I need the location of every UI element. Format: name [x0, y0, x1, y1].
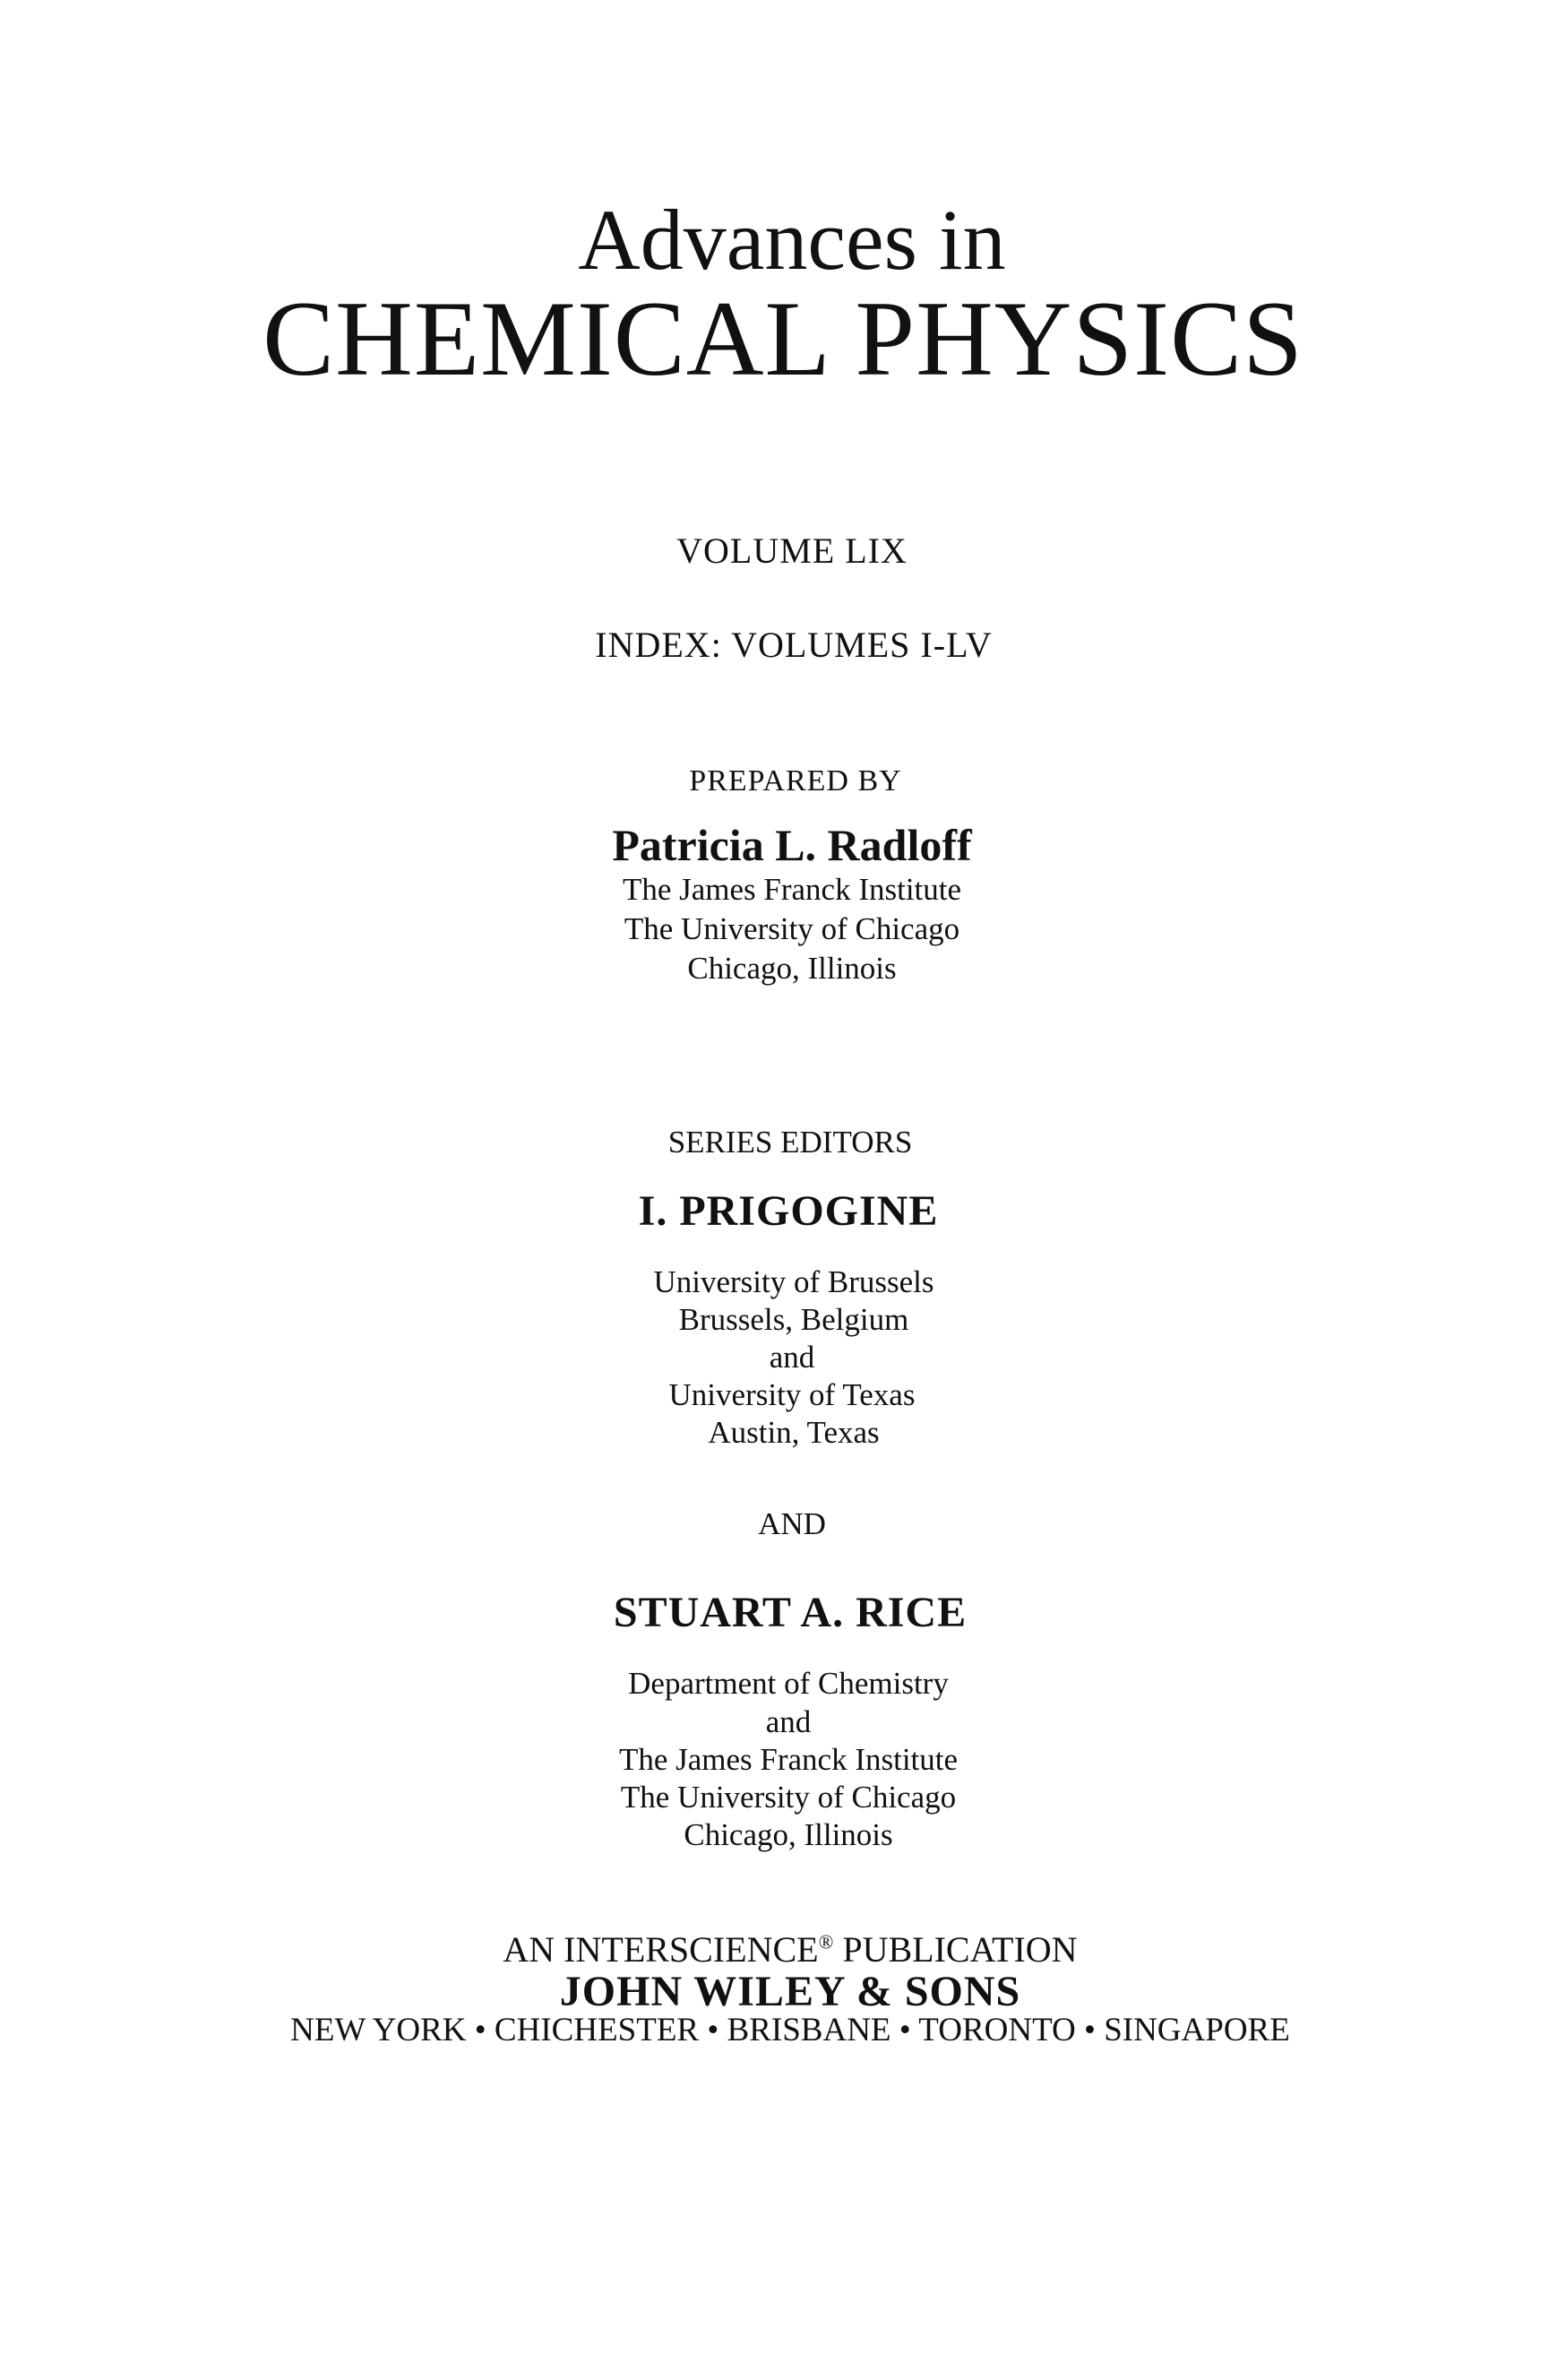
- prepared-by-label: PREPARED BY: [689, 764, 902, 798]
- series-title-line-2: CHEMICAL PHYSICS: [262, 279, 1304, 398]
- series-title-line-1: Advances in: [578, 192, 1006, 288]
- registered-mark: ®: [818, 1930, 834, 1953]
- preparer-affiliation-line: The James Franck Institute: [622, 872, 962, 907]
- publisher-cities: NEW YORK • CHICHESTER • BRISBANE • TORONTO • SINGAPORE: [290, 2012, 1290, 2048]
- editor1-affiliation-line: Brussels, Belgium: [678, 1302, 909, 1337]
- preparer-name: Patricia L. Radloff: [612, 820, 972, 870]
- imprint-line: [7, 1929, 1566, 1970]
- editor2-affiliation-line: Department of Chemistry: [628, 1666, 949, 1701]
- editor2-affiliation-line: The University of Chicago: [620, 1780, 957, 1815]
- editors-conjunction: AND: [758, 1506, 826, 1541]
- editor-name-rice: STUART A. RICE: [613, 1589, 968, 1636]
- editor2-affiliation-line: and: [765, 1704, 812, 1739]
- series-editors-label: SERIES EDITORS: [667, 1125, 913, 1160]
- editor2-affiliation-line: Chicago, Illinois: [684, 1817, 893, 1852]
- volume-number: VOLUME LIX: [676, 530, 908, 571]
- preparer-affiliation-line: The University of Chicago: [624, 911, 960, 946]
- imprint-prefix: AN INTERSCIENCE: [503, 1929, 819, 1970]
- editor-name-prigogine: I. PRIGOGINE: [638, 1187, 939, 1235]
- editor1-affiliation-line: Austin, Texas: [708, 1415, 880, 1450]
- editor1-affiliation-line: University of Texas: [668, 1377, 916, 1412]
- imprint-suffix: PUBLICATION: [833, 1929, 1078, 1970]
- index-range: INDEX: VOLUMES I-LV: [595, 625, 993, 665]
- publisher-name: JOHN WILEY & SONS: [559, 1968, 1021, 2015]
- editor1-affiliation-line: University of Brussels: [653, 1264, 934, 1299]
- preparer-affiliation-line: Chicago, Illinois: [687, 951, 897, 986]
- editor2-affiliation-line: The James Franck Institute: [618, 1742, 959, 1777]
- editor1-affiliation-line: and: [769, 1340, 815, 1375]
